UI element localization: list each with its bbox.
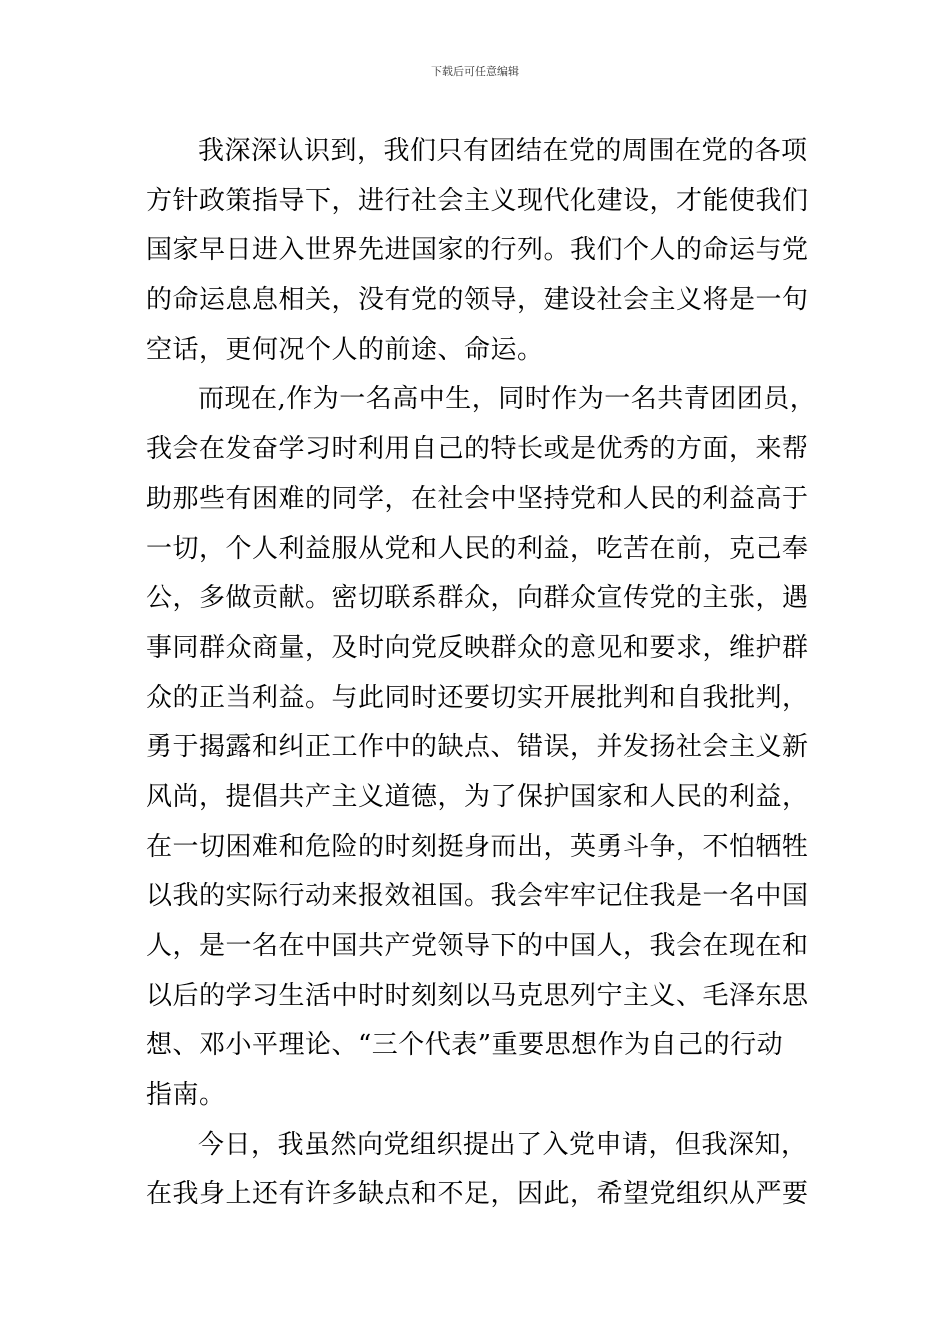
page-header: 下载后可任意编辑: [431, 65, 519, 78]
text-line: 以后的学习生活中时时刻刻以马克思列宁主义、毛泽东思: [146, 980, 809, 1011]
paragraph-3: [146, 1121, 811, 1220]
text-line: 勇于揭露和纠正工作中的缺点、错误，并发扬社会主义新: [146, 732, 809, 763]
text-line: 事同群众商量，及时向党反映群众的意见和要求，维护群: [146, 632, 809, 663]
text-line: 而现在,作为一名高中生，同时作为一名共青团团员，: [198, 384, 817, 415]
text-line: 以我的实际行动来报效祖国。我会牢牢记住我是一名中国: [146, 881, 809, 912]
text-line: 想、邓小平理论、“三个代表”重要思想作为自己的行动: [146, 1030, 784, 1061]
text-line: 在一切困难和危险的时刻挺身而出，英勇斗争，不怕牺牲: [146, 831, 809, 862]
text-line: 一切，个人利益服从党和人民的利益，吃苦在前，克己奉: [146, 533, 809, 564]
text-line: 今日，我虽然向党组织提出了入党申请，但我深知，: [198, 1129, 808, 1160]
text-line: 风尚，提倡共产主义道德，为了保护国家和人民的利益，: [146, 781, 809, 812]
text-line: 指南。: [146, 1080, 226, 1111]
text-line: 我深深认识到，我们只有团结在党的周围在党的各项: [198, 136, 808, 166]
paragraph-1: [146, 127, 811, 375]
text-line: 的命运息息相关，没有党的领导，建设社会主义将是一句: [146, 285, 809, 316]
text-line: 在我身上还有许多缺点和不足，因此，希望党组织从严要: [146, 1179, 809, 1210]
text-line: 众的正当利益。与此同时还要切实开展批判和自我批判，: [146, 682, 809, 713]
text-line: 国家早日进入世界先进国家的行列。我们个人的命运与党: [146, 235, 809, 266]
text-line: 空话，更何况个人的前途、命运。: [146, 334, 544, 365]
text-line: 人，是一名在中国共产党领导下的中国人，我会在现在和: [146, 931, 809, 961]
text-line: 公，多做贡献。密切联系群众，向群众宣传党的主张，遇: [146, 583, 809, 614]
text-line: 方针政策指导下，进行社会主义现代化建设，才能使我们: [146, 185, 809, 216]
document-body: [146, 127, 817, 1220]
text-line: 助那些有困难的同学，在社会中坚持党和人民的利益高于: [146, 483, 809, 514]
paragraph-2: [146, 375, 817, 1120]
text-line: 我会在发奋学习时利用自己的特长或是优秀的方面，来帮: [146, 434, 809, 465]
